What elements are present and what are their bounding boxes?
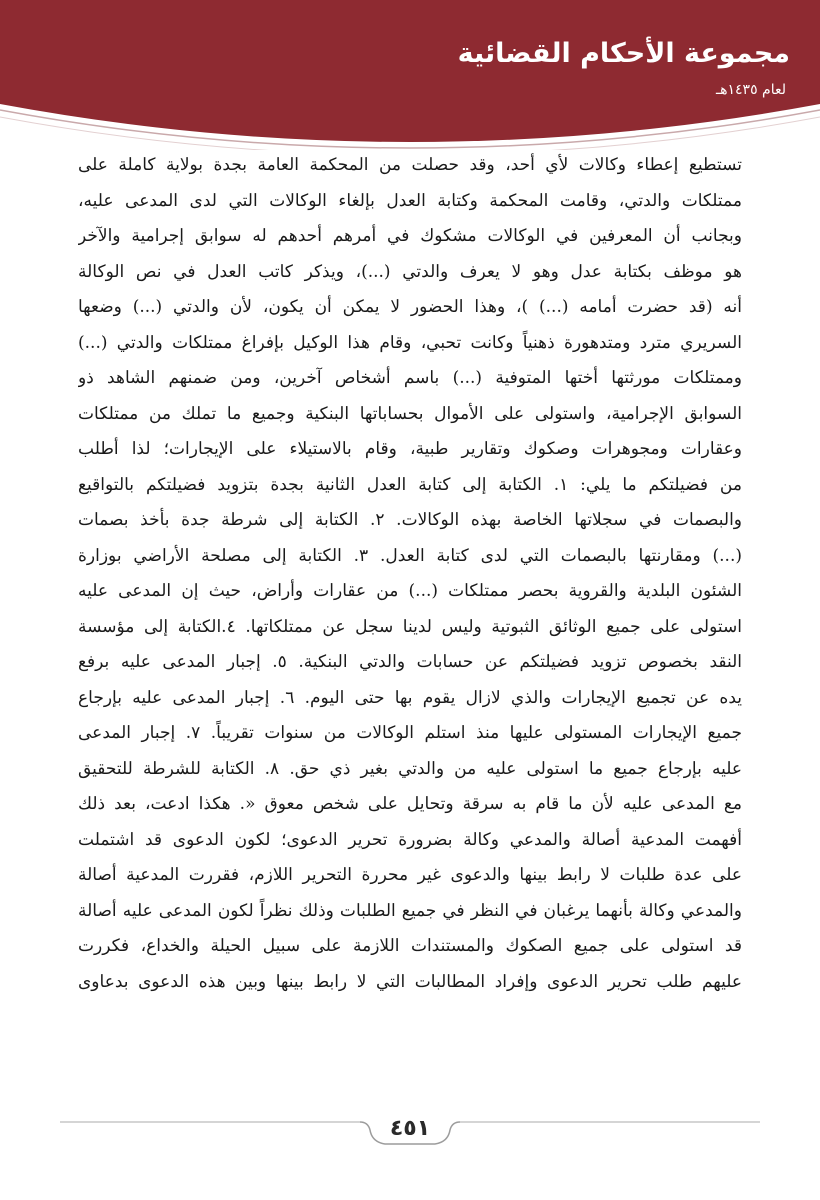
text-line: وعقارات ومجوهرات وصكوك وتقارير طبية، وقام بالاستيلاء على الإيجارات؛ لذا أطلب — [78, 439, 742, 459]
text-line: أفهمت المدعية أصالة والمدعي وكالة بضرورة تحرير الدعوى؛ لكون الدعوى قد اشتملت — [78, 829, 742, 850]
book-year: لعام ١٤٣٥هـ — [716, 82, 786, 98]
text-line: جميع الإيجارات المستولى عليها منذ استلم الوكالات من سنوات تقريباً. ٧. إجبار المدعى — [78, 723, 742, 743]
text-line: وبجانب أن المعرفين في الوكالات مشكوك في أمرهم أحدهم له سوابق إجرامية والآخر — [78, 226, 742, 246]
body-text — [78, 148, 742, 1000]
page-number: ٤٥١ — [389, 1116, 431, 1141]
text-line: على عدة طلبات لا رابط بينها والدعوى غير محررة التحرير اللازم، فقررت المدعية أصالة — [78, 865, 742, 885]
text-line: يده عن تجميع الإيجارات والذي لازال يقوم بها حتى اليوم. ٦. إجبار المدعى عليه بإرجاع — [78, 687, 742, 708]
text-line: السريري مترد ومتدهورة ذهنياً وكانت تحبي، وقام هذا الوكيل بإفراغ ممتلكات والدتي (...) — [78, 332, 742, 353]
text-line: السوابق الإجرامية، واستولى على الأموال بحساباتها البنكية وجميع ما تملك من ممتلكات — [78, 403, 742, 424]
text-line: تستطيع إعطاء وكالات لأي أحد، وقد حصلت من المحكمة العامة بجدة بولاية كاملة على — [78, 155, 742, 175]
text-line: النقد بخصوص تزويد فضيلتكم عن حسابات والدتي البنكية. ٥. إجبار المدعى عليه برفع — [78, 652, 742, 672]
text-line: (...) ومقارنتها بالبصمات التي لدى كتابة العدل. ٣. الكتابة إلى مصلحة الأراضي بوزارة — [78, 545, 742, 566]
text-line: مع المدعى عليه لأن ما قام به سرقة وتحايل على شخص معوق «. هكذا ادعت، بعد ذلك — [78, 794, 742, 814]
text-line: من فضيلتكم ما يلي: ١. الكتابة إلى كتابة العدل الثانية بجدة بتزويد فضيلتكم بالتواقيع — [78, 474, 742, 495]
header-banner — [0, 0, 820, 150]
text-line: هو موظف بكتابة عدل وهو لا يعرف والدتي (...)، ويذكر كاتب العدل في نص الوكالة — [78, 261, 742, 282]
text-line: الشئون البلدية والقروية بحصر ممتلكات (...) من عقارات وأراض، حيث إن المدعى عليه — [78, 581, 742, 601]
text-line: عليهم طلب تحرير الدعوى وإفراد المطالبات التي لا رابط بينها وبين هذه الدعوى بدعاوى — [78, 971, 742, 992]
book-title: مجموعة الأحكام القضائية — [457, 38, 790, 69]
text-line: والبصمات في سجلاتها الخاصة بهذه الوكالات. ٢. الكتابة إلى شرطة جدة بأخذ بصمات — [78, 510, 742, 530]
text-line: قد استولى على جميع الصكوك والمستندات اللازمة على سبيل الحيلة والخداع، فكررت — [78, 936, 742, 956]
text-line: ممتلكات والدتي، وقامت المحكمة وكتابة العدل بإلغاء الوكالات التي لدى المدعى عليه، — [78, 190, 742, 211]
text-line: عليه بإرجاع جميع ما استولى عليه من والدتي بغير ذي حق. ٨. الكتابة للشرطة للتحقيق — [78, 758, 742, 779]
text-line: أنه (قد حضرت أمامه (...) )، وهذا الحضور لا يمكن أن يكون، لأن والدتي (...) وضعها — [78, 297, 742, 317]
text-line: استولى على جميع الوثائق الثبوتية وليس لدينا سجل عن ممتلكاتها. ٤.الكتابة إلى مؤسسة — [78, 616, 742, 637]
text-line: والمدعي وكالة بأنهما يرغبان في النظر في جميع الطلبات وذلك نظراً لكون المدعى عليه أصالة — [78, 900, 742, 921]
text-line: وممتلكات مورثتها أختها المتوفية (...) باسم أشخاص آخرين، ومن ضمنهم الشاهد ذو — [78, 368, 742, 388]
